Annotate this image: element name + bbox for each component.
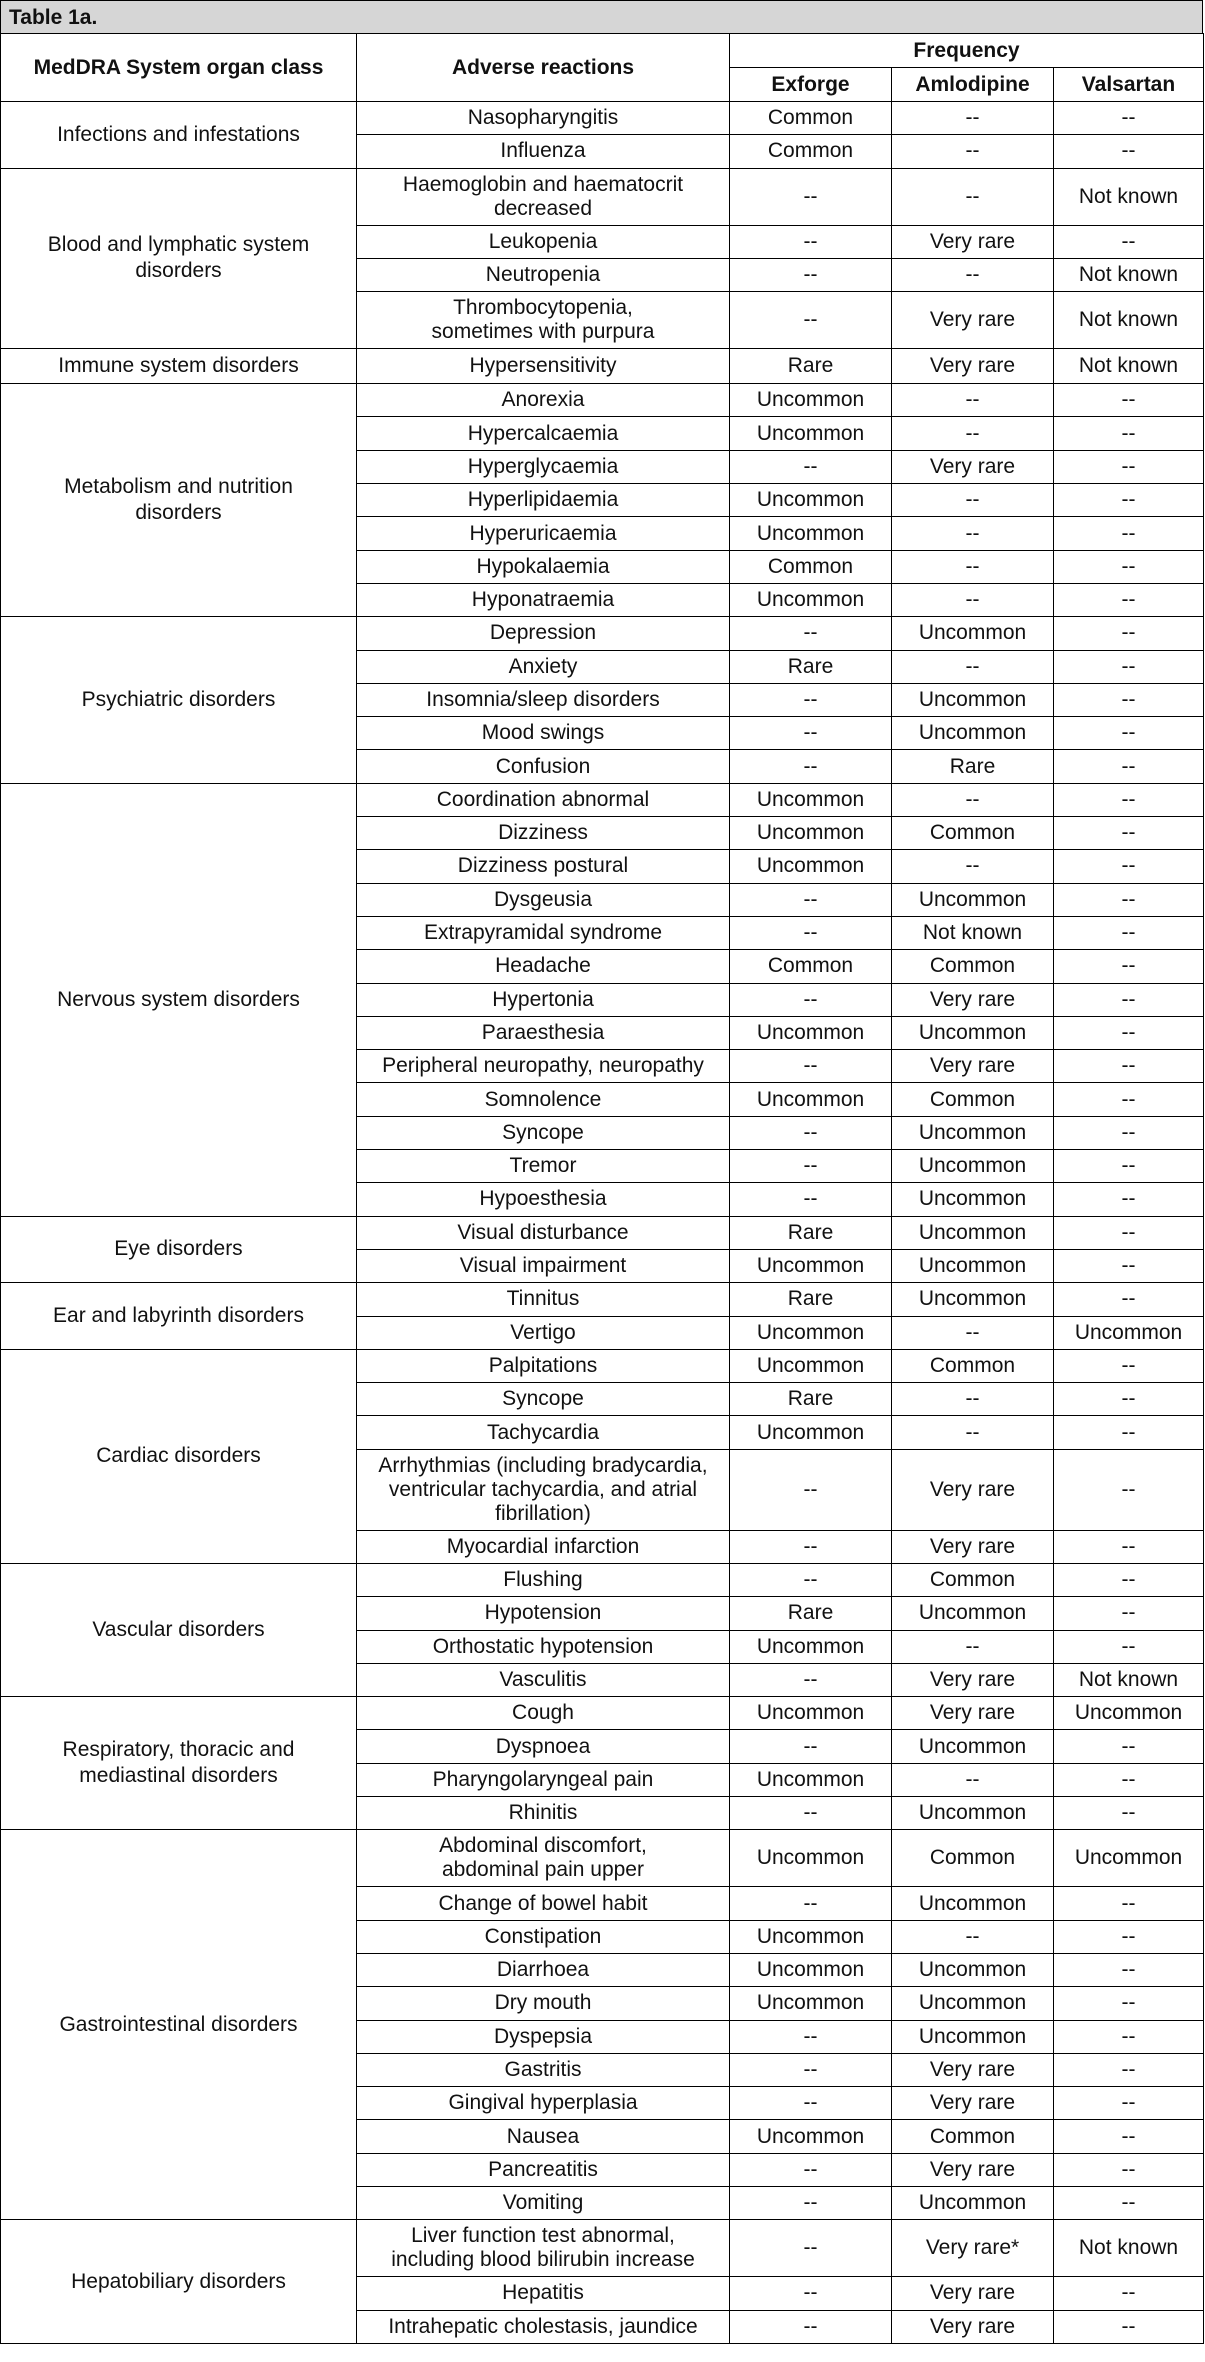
valsartan-cell: --	[1054, 1249, 1204, 1282]
amlodipine-cell: Uncommon	[892, 1183, 1054, 1216]
reaction-cell: Syncope	[357, 1383, 730, 1416]
amlodipine-cell: Common	[892, 1349, 1054, 1382]
reaction-cell: Coordination abnormal	[357, 783, 730, 816]
reaction-cell: Influenza	[357, 135, 730, 168]
exforge-cell: Uncommon	[730, 1920, 892, 1953]
reaction-cell: Tremor	[357, 1150, 730, 1183]
amlodipine-cell: --	[892, 1416, 1054, 1449]
reaction-cell: Constipation	[357, 1920, 730, 1953]
valsartan-cell: --	[1054, 1083, 1204, 1116]
reaction-cell: Extrapyramidal syndrome	[357, 916, 730, 949]
reaction-cell: Dyspepsia	[357, 2020, 730, 2053]
system-organ-class-cell: Metabolism and nutrition disorders	[1, 384, 357, 617]
exforge-cell: --	[730, 1730, 892, 1763]
header-amlodipine: Amlodipine	[892, 68, 1054, 102]
valsartan-cell: Not known	[1054, 292, 1204, 349]
amlodipine-cell: Very rare	[892, 2087, 1054, 2120]
valsartan-cell: --	[1054, 1150, 1204, 1183]
valsartan-cell: --	[1054, 883, 1204, 916]
amlodipine-cell: Very rare	[892, 450, 1054, 483]
reaction-cell: Tachycardia	[357, 1416, 730, 1449]
exforge-cell: --	[730, 225, 892, 258]
exforge-cell: --	[730, 1183, 892, 1216]
reaction-cell: Dizziness postural	[357, 850, 730, 883]
table-row	[1, 384, 1204, 417]
exforge-cell: --	[730, 450, 892, 483]
reaction-cell: Mood swings	[357, 717, 730, 750]
header-exforge: Exforge	[730, 68, 892, 102]
header-frequency: Frequency	[730, 34, 1204, 68]
table-row	[1, 783, 1204, 816]
amlodipine-cell: --	[892, 650, 1054, 683]
exforge-cell: Common	[730, 550, 892, 583]
valsartan-cell: --	[1054, 1016, 1204, 1049]
exforge-cell: Uncommon	[730, 1987, 892, 2020]
table-row	[1, 1349, 1204, 1382]
amlodipine-cell: Very rare	[892, 2153, 1054, 2186]
valsartan-cell: --	[1054, 1449, 1204, 1530]
table-row	[1, 1830, 1204, 1887]
amlodipine-cell: --	[892, 1763, 1054, 1796]
system-organ-class-cell: Eye disorders	[1, 1216, 357, 1283]
valsartan-cell: Uncommon	[1054, 1316, 1204, 1349]
exforge-cell: --	[730, 983, 892, 1016]
amlodipine-cell: Uncommon	[892, 1597, 1054, 1630]
amlodipine-cell: Very rare	[892, 1697, 1054, 1730]
exforge-cell: --	[730, 1050, 892, 1083]
system-organ-class-cell: Psychiatric disorders	[1, 617, 357, 783]
reaction-cell: Hypokalaemia	[357, 550, 730, 583]
header-adverse-reactions: Adverse reactions	[357, 34, 730, 102]
exforge-cell: --	[730, 1797, 892, 1830]
system-organ-class-cell: Infections and infestations	[1, 102, 357, 169]
table-header	[1, 34, 1204, 102]
reaction-cell: Orthostatic hypotension	[357, 1630, 730, 1663]
reaction-cell: Hyperlipidaemia	[357, 484, 730, 517]
reaction-cell: Vertigo	[357, 1316, 730, 1349]
valsartan-cell: --	[1054, 1530, 1204, 1563]
exforge-cell: Uncommon	[730, 1697, 892, 1730]
valsartan-cell: --	[1054, 650, 1204, 683]
amlodipine-cell: Common	[892, 1830, 1054, 1887]
reaction-cell: Somnolence	[357, 1083, 730, 1116]
amlodipine-cell: Very rare	[892, 1663, 1054, 1696]
exforge-cell: --	[730, 2020, 892, 2053]
exforge-cell: Uncommon	[730, 2120, 892, 2153]
system-organ-class-cell: Vascular disorders	[1, 1563, 357, 1696]
amlodipine-cell: Very rare	[892, 1449, 1054, 1530]
exforge-cell: --	[730, 916, 892, 949]
exforge-cell: --	[730, 2277, 892, 2310]
exforge-cell: --	[730, 1449, 892, 1530]
valsartan-cell: --	[1054, 750, 1204, 783]
amlodipine-cell: Uncommon	[892, 1730, 1054, 1763]
reaction-cell: Vomiting	[357, 2187, 730, 2220]
valsartan-cell: --	[1054, 1953, 1204, 1986]
valsartan-cell: --	[1054, 384, 1204, 417]
reaction-cell: Thrombocytopenia, sometimes with purpura	[357, 292, 730, 349]
amlodipine-cell: Rare	[892, 750, 1054, 783]
exforge-cell: --	[730, 168, 892, 225]
system-organ-class-cell: Hepatobiliary disorders	[1, 2220, 357, 2344]
reaction-cell: Neutropenia	[357, 258, 730, 291]
exforge-cell: Uncommon	[730, 1016, 892, 1049]
amlodipine-cell: --	[892, 783, 1054, 816]
reaction-cell: Abdominal discomfort, abdominal pain upper	[357, 1830, 730, 1887]
amlodipine-cell: Uncommon	[892, 2187, 1054, 2220]
amlodipine-cell: Uncommon	[892, 2020, 1054, 2053]
table-body	[1, 102, 1204, 2344]
valsartan-cell: --	[1054, 617, 1204, 650]
table-row	[1, 102, 1204, 135]
valsartan-cell: --	[1054, 450, 1204, 483]
amlodipine-cell: Uncommon	[892, 1016, 1054, 1049]
valsartan-cell: --	[1054, 2277, 1204, 2310]
amlodipine-cell: Very rare	[892, 2053, 1054, 2086]
valsartan-cell: --	[1054, 2020, 1204, 2053]
amlodipine-cell: --	[892, 384, 1054, 417]
amlodipine-cell: Uncommon	[892, 883, 1054, 916]
amlodipine-cell: --	[892, 258, 1054, 291]
amlodipine-cell: Uncommon	[892, 1283, 1054, 1316]
exforge-cell: --	[730, 617, 892, 650]
amlodipine-cell: Uncommon	[892, 1116, 1054, 1149]
exforge-cell: --	[730, 750, 892, 783]
valsartan-cell: --	[1054, 1183, 1204, 1216]
reaction-cell: Insomnia/sleep disorders	[357, 683, 730, 716]
header-valsartan: Valsartan	[1054, 68, 1204, 102]
exforge-cell: Uncommon	[730, 583, 892, 616]
reaction-cell: Anxiety	[357, 650, 730, 683]
reaction-cell: Headache	[357, 950, 730, 983]
reaction-cell: Haemoglobin and haematocrit decreased	[357, 168, 730, 225]
amlodipine-cell: --	[892, 1383, 1054, 1416]
exforge-cell: Uncommon	[730, 850, 892, 883]
valsartan-cell: --	[1054, 1597, 1204, 1630]
valsartan-cell: --	[1054, 2053, 1204, 2086]
valsartan-cell: --	[1054, 102, 1204, 135]
valsartan-cell: Not known	[1054, 258, 1204, 291]
reaction-cell: Cough	[357, 1697, 730, 1730]
reaction-cell: Hypotension	[357, 1597, 730, 1630]
amlodipine-cell: Common	[892, 1083, 1054, 1116]
amlodipine-cell: --	[892, 583, 1054, 616]
exforge-cell: --	[730, 2220, 892, 2277]
exforge-cell: Rare	[730, 1216, 892, 1249]
exforge-cell: Common	[730, 102, 892, 135]
amlodipine-cell: Uncommon	[892, 1987, 1054, 2020]
exforge-cell: Uncommon	[730, 1316, 892, 1349]
exforge-cell: Uncommon	[730, 1083, 892, 1116]
reaction-cell: Gastritis	[357, 2053, 730, 2086]
table-row	[1, 349, 1204, 384]
valsartan-cell: --	[1054, 1987, 1204, 2020]
valsartan-cell: Not known	[1054, 349, 1204, 384]
amlodipine-cell: --	[892, 102, 1054, 135]
valsartan-cell: --	[1054, 1730, 1204, 1763]
reaction-cell: Leukopenia	[357, 225, 730, 258]
reaction-cell: Depression	[357, 617, 730, 650]
valsartan-cell: --	[1054, 983, 1204, 1016]
valsartan-cell: --	[1054, 683, 1204, 716]
reaction-cell: Myocardial infarction	[357, 1530, 730, 1563]
valsartan-cell: --	[1054, 550, 1204, 583]
reaction-cell: Visual disturbance	[357, 1216, 730, 1249]
valsartan-cell: --	[1054, 1283, 1204, 1316]
valsartan-cell: --	[1054, 850, 1204, 883]
system-organ-class-cell: Cardiac disorders	[1, 1349, 357, 1563]
table-title: Table 1a.	[0, 0, 1203, 33]
exforge-cell: --	[730, 258, 892, 291]
exforge-cell: --	[730, 683, 892, 716]
amlodipine-cell: --	[892, 1316, 1054, 1349]
exforge-cell: Uncommon	[730, 1630, 892, 1663]
amlodipine-cell: --	[892, 168, 1054, 225]
exforge-cell: Uncommon	[730, 817, 892, 850]
amlodipine-cell: Uncommon	[892, 1216, 1054, 1249]
amlodipine-cell: Uncommon	[892, 1150, 1054, 1183]
amlodipine-cell: Uncommon	[892, 617, 1054, 650]
reaction-cell: Vasculitis	[357, 1663, 730, 1696]
amlodipine-cell: Very rare	[892, 1050, 1054, 1083]
valsartan-cell: --	[1054, 1383, 1204, 1416]
valsartan-cell: --	[1054, 225, 1204, 258]
valsartan-cell: --	[1054, 950, 1204, 983]
reaction-cell: Hyperuricaemia	[357, 517, 730, 550]
exforge-cell: Uncommon	[730, 384, 892, 417]
exforge-cell: Uncommon	[730, 517, 892, 550]
amlodipine-cell: Uncommon	[892, 717, 1054, 750]
reaction-cell: Peripheral neuropathy, neuropathy	[357, 1050, 730, 1083]
system-organ-class-cell: Nervous system disorders	[1, 783, 357, 1216]
reaction-cell: Hypersensitivity	[357, 349, 730, 384]
exforge-cell: --	[730, 883, 892, 916]
reaction-cell: Change of bowel habit	[357, 1887, 730, 1920]
reaction-cell: Arrhythmias (including bradycardia, ventricular tachycardia, and atrial fibrillation)	[357, 1449, 730, 1530]
reaction-cell: Diarrhoea	[357, 1953, 730, 1986]
valsartan-cell: --	[1054, 2087, 1204, 2120]
exforge-cell: --	[730, 2087, 892, 2120]
amlodipine-cell: --	[892, 417, 1054, 450]
exforge-cell: Uncommon	[730, 1249, 892, 1282]
amlodipine-cell: Not known	[892, 916, 1054, 949]
valsartan-cell: --	[1054, 1630, 1204, 1663]
valsartan-cell: --	[1054, 1563, 1204, 1596]
valsartan-cell: --	[1054, 1920, 1204, 1953]
exforge-cell: Uncommon	[730, 417, 892, 450]
valsartan-cell: --	[1054, 2153, 1204, 2186]
reaction-cell: Dizziness	[357, 817, 730, 850]
system-organ-class-cell: Gastrointestinal disorders	[1, 1830, 357, 2220]
exforge-cell: Uncommon	[730, 1349, 892, 1382]
valsartan-cell: --	[1054, 1797, 1204, 1830]
valsartan-cell: --	[1054, 417, 1204, 450]
reaction-cell: Anorexia	[357, 384, 730, 417]
amlodipine-cell: --	[892, 850, 1054, 883]
amlodipine-cell: Common	[892, 950, 1054, 983]
system-organ-class-cell: Immune system disorders	[1, 349, 357, 384]
amlodipine-cell: Uncommon	[892, 1249, 1054, 1282]
amlodipine-cell: Uncommon	[892, 1953, 1054, 1986]
table-row	[1, 2220, 1204, 2277]
exforge-cell: Uncommon	[730, 484, 892, 517]
valsartan-cell: --	[1054, 916, 1204, 949]
valsartan-cell: --	[1054, 2310, 1204, 2343]
amlodipine-cell: Uncommon	[892, 1887, 1054, 1920]
reaction-cell: Visual impairment	[357, 1249, 730, 1282]
exforge-cell: Common	[730, 950, 892, 983]
reaction-cell: Nasopharyngitis	[357, 102, 730, 135]
reaction-cell: Syncope	[357, 1116, 730, 1149]
valsartan-cell: --	[1054, 1763, 1204, 1796]
amlodipine-cell: --	[892, 1920, 1054, 1953]
valsartan-cell: --	[1054, 1349, 1204, 1382]
exforge-cell: Rare	[730, 1597, 892, 1630]
valsartan-cell: --	[1054, 717, 1204, 750]
reaction-cell: Intrahepatic cholestasis, jaundice	[357, 2310, 730, 2343]
header-system-organ-class: MedDRA System organ class	[1, 34, 357, 102]
valsartan-cell: --	[1054, 484, 1204, 517]
amlodipine-cell: Very rare	[892, 349, 1054, 384]
system-organ-class-cell: Blood and lymphatic system disorders	[1, 168, 357, 349]
amlodipine-cell: Uncommon	[892, 683, 1054, 716]
exforge-cell: --	[730, 1663, 892, 1696]
reaction-cell: Dry mouth	[357, 1987, 730, 2020]
reaction-cell: Hepatitis	[357, 2277, 730, 2310]
system-organ-class-cell: Respiratory, thoracic and mediastinal disorders	[1, 1697, 357, 1830]
valsartan-cell: --	[1054, 583, 1204, 616]
exforge-cell: --	[730, 2053, 892, 2086]
valsartan-cell: --	[1054, 1116, 1204, 1149]
amlodipine-cell: Very rare*	[892, 2220, 1054, 2277]
reaction-cell: Hyponatraemia	[357, 583, 730, 616]
amlodipine-cell: --	[892, 484, 1054, 517]
reaction-cell: Paraesthesia	[357, 1016, 730, 1049]
reaction-cell: Palpitations	[357, 1349, 730, 1382]
exforge-cell: --	[730, 1887, 892, 1920]
exforge-cell: Rare	[730, 1283, 892, 1316]
reaction-cell: Gingival hyperplasia	[357, 2087, 730, 2120]
table-row	[1, 1283, 1204, 1316]
valsartan-cell: --	[1054, 135, 1204, 168]
amlodipine-cell: Very rare	[892, 1530, 1054, 1563]
reaction-cell: Dyspnoea	[357, 1730, 730, 1763]
valsartan-cell: --	[1054, 2120, 1204, 2153]
table-row	[1, 617, 1204, 650]
amlodipine-cell: --	[892, 517, 1054, 550]
valsartan-cell: Not known	[1054, 2220, 1204, 2277]
exforge-cell: --	[730, 2153, 892, 2186]
valsartan-cell: Not known	[1054, 168, 1204, 225]
valsartan-cell: --	[1054, 517, 1204, 550]
exforge-cell: --	[730, 1530, 892, 1563]
reaction-cell: Tinnitus	[357, 1283, 730, 1316]
exforge-cell: Uncommon	[730, 783, 892, 816]
exforge-cell: --	[730, 2310, 892, 2343]
valsartan-cell: --	[1054, 1887, 1204, 1920]
exforge-cell: Uncommon	[730, 1953, 892, 1986]
exforge-cell: Rare	[730, 650, 892, 683]
amlodipine-cell: Uncommon	[892, 1797, 1054, 1830]
amlodipine-cell: Very rare	[892, 292, 1054, 349]
reaction-cell: Hyperglycaemia	[357, 450, 730, 483]
table-row	[1, 1563, 1204, 1596]
exforge-cell: --	[730, 1116, 892, 1149]
amlodipine-cell: --	[892, 550, 1054, 583]
reaction-cell: Nausea	[357, 2120, 730, 2153]
valsartan-cell: --	[1054, 2187, 1204, 2220]
valsartan-cell: Uncommon	[1054, 1697, 1204, 1730]
reaction-cell: Hypertonia	[357, 983, 730, 1016]
amlodipine-cell: Very rare	[892, 225, 1054, 258]
table-row	[1, 1697, 1204, 1730]
amlodipine-cell: Common	[892, 1563, 1054, 1596]
amlodipine-cell: --	[892, 1630, 1054, 1663]
valsartan-cell: --	[1054, 817, 1204, 850]
valsartan-cell: --	[1054, 1416, 1204, 1449]
reaction-cell: Liver function test abnormal, including blood bilirubin increase	[357, 2220, 730, 2277]
reaction-cell: Dysgeusia	[357, 883, 730, 916]
exforge-cell: --	[730, 717, 892, 750]
amlodipine-cell: Very rare	[892, 983, 1054, 1016]
exforge-cell: Uncommon	[730, 1763, 892, 1796]
reaction-cell: Hypoesthesia	[357, 1183, 730, 1216]
valsartan-cell: Not known	[1054, 1663, 1204, 1696]
adverse-reactions-table	[0, 33, 1204, 2344]
system-organ-class-cell: Ear and labyrinth disorders	[1, 1283, 357, 1350]
exforge-cell: --	[730, 1563, 892, 1596]
reaction-cell: Flushing	[357, 1563, 730, 1596]
reaction-cell: Pancreatitis	[357, 2153, 730, 2186]
exforge-cell: Rare	[730, 1383, 892, 1416]
amlodipine-cell: --	[892, 135, 1054, 168]
reaction-cell: Confusion	[357, 750, 730, 783]
exforge-cell: --	[730, 292, 892, 349]
header-row-1	[1, 34, 1204, 68]
exforge-cell: Uncommon	[730, 1830, 892, 1887]
valsartan-cell: --	[1054, 1216, 1204, 1249]
exforge-cell: Uncommon	[730, 1416, 892, 1449]
exforge-cell: --	[730, 1150, 892, 1183]
amlodipine-cell: Very rare	[892, 2277, 1054, 2310]
valsartan-cell: --	[1054, 1050, 1204, 1083]
exforge-cell: --	[730, 2187, 892, 2220]
valsartan-cell: --	[1054, 783, 1204, 816]
amlodipine-cell: Common	[892, 2120, 1054, 2153]
exforge-cell: Rare	[730, 349, 892, 384]
reaction-cell: Pharyngolaryngeal pain	[357, 1763, 730, 1796]
valsartan-cell: Uncommon	[1054, 1830, 1204, 1887]
exforge-cell: Common	[730, 135, 892, 168]
reaction-cell: Rhinitis	[357, 1797, 730, 1830]
amlodipine-cell: Common	[892, 817, 1054, 850]
table-row	[1, 1216, 1204, 1249]
table-row	[1, 168, 1204, 225]
amlodipine-cell: Very rare	[892, 2310, 1054, 2343]
reaction-cell: Hypercalcaemia	[357, 417, 730, 450]
